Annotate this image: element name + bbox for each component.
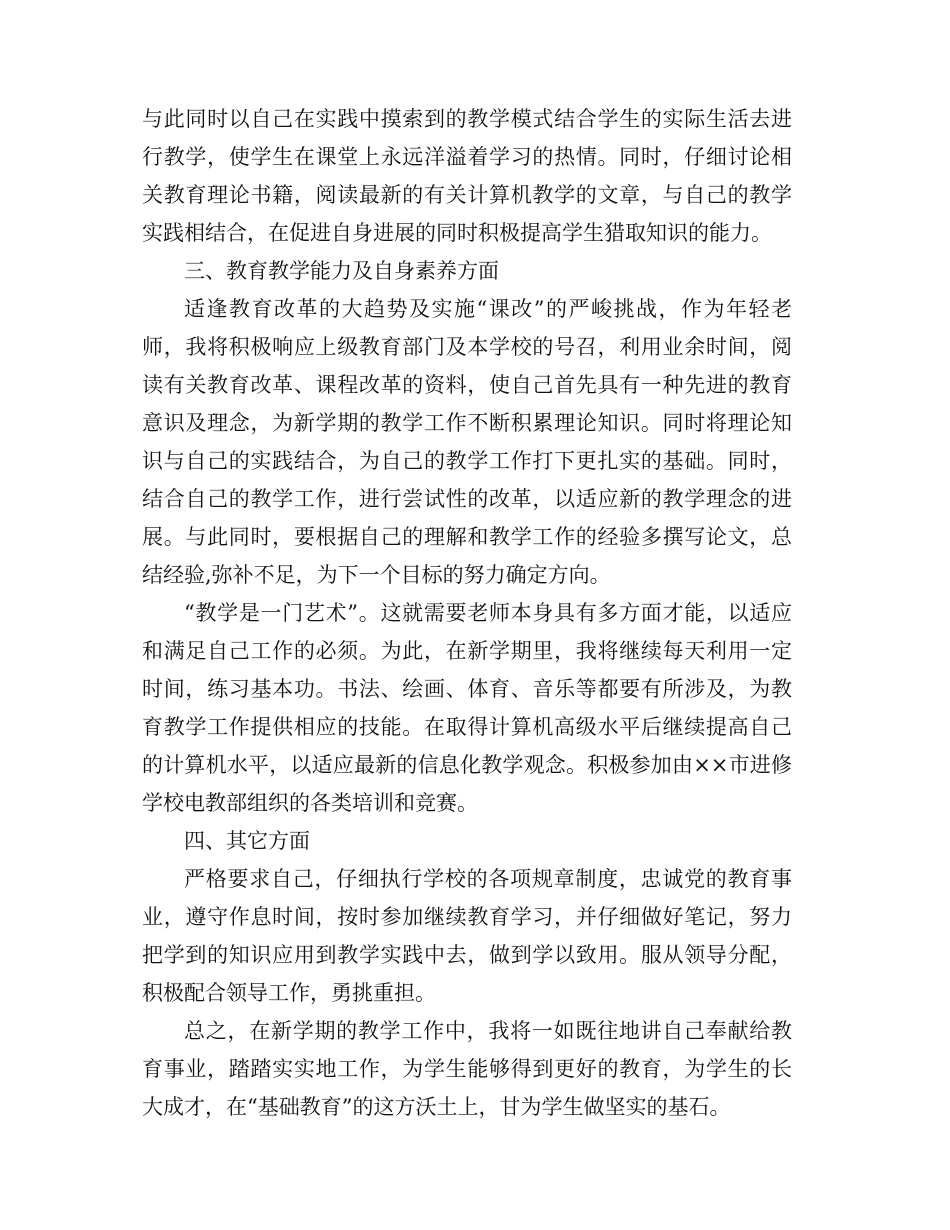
paragraph-reform: 适逢教育改革的大趋势及实施“课改”的严峻挑战，作为年轻老师，我将积极响应上级教育部门及本学校的号召，利用业余时间，阅读有关教育改革、课程改革的资料，使自己首先具有一种先进的教育意识及理念，为新学期的教学工作不断积累理论知识。同时将理论知识与自己的实践结合，为自己的教学工作打下更扎实的基础。同时，结合自己的教学工作，进行尝试性的改革，以适应新的教学理念的进展。与此同时，要根据自己的理解和教学工作的经验多撰写论文，总结经验,弥补不足，为下一个目标的努力确定方向。 [142,297,792,587]
section-heading-3: 三、教育教学能力及自身素养方面 [184,259,499,283]
paragraph-art: “教学是一门艺术”。这就需要老师本身具有多方面才能，以适应和满足自己工作的必须。为此，在新学期里，我将继续每天利用一定时间，练习基本功。书法、绘画、体育、音乐等都要有所涉及，为教育教学工作提供相应的技能。在取得计算机高级水平后继续提高自己的计算机水平，以适应最新的信息化教学观念。积极参加由××市进修学校电教部组织的各类培训和竞赛。 [142,601,792,815]
paragraph-discipline: 严格要求自己，仔细执行学校的各项规章制度，忠诚党的教育事业，遵守作息时间，按时参加继续教育学习，并仔细做好笔记，努力把学到的知识应用到教学实践中去，做到学以致用。服从领导分配，积极配合领导工作，勇挑重担。 [142,867,792,1005]
paragraph-conclusion: 总之，在新学期的教学工作中，我将一如既往地讲自己奉献给教育事业，踏踏实实地工作，为学生能够得到更好的教育，为学生的长大成才，在“基础教育”的这方沃土上，甘为学生做坚实的基石。 [142,1019,792,1119]
document-page [142,100,792,1126]
paragraph-continuation: 与此同时以自己在实践中摸索到的教学模式结合学生的实际生活去进行教学，使学生在课堂上永远洋溢着学习的热情。同时，仔细讨论相关教育理论书籍，阅读最新的有关计算机教学的文章，与自己的教学实践相结合，在促进自身进展的同时积极提高学生猎取知识的能力。 [142,107,792,245]
section-heading-4: 四、其它方面 [184,829,310,853]
